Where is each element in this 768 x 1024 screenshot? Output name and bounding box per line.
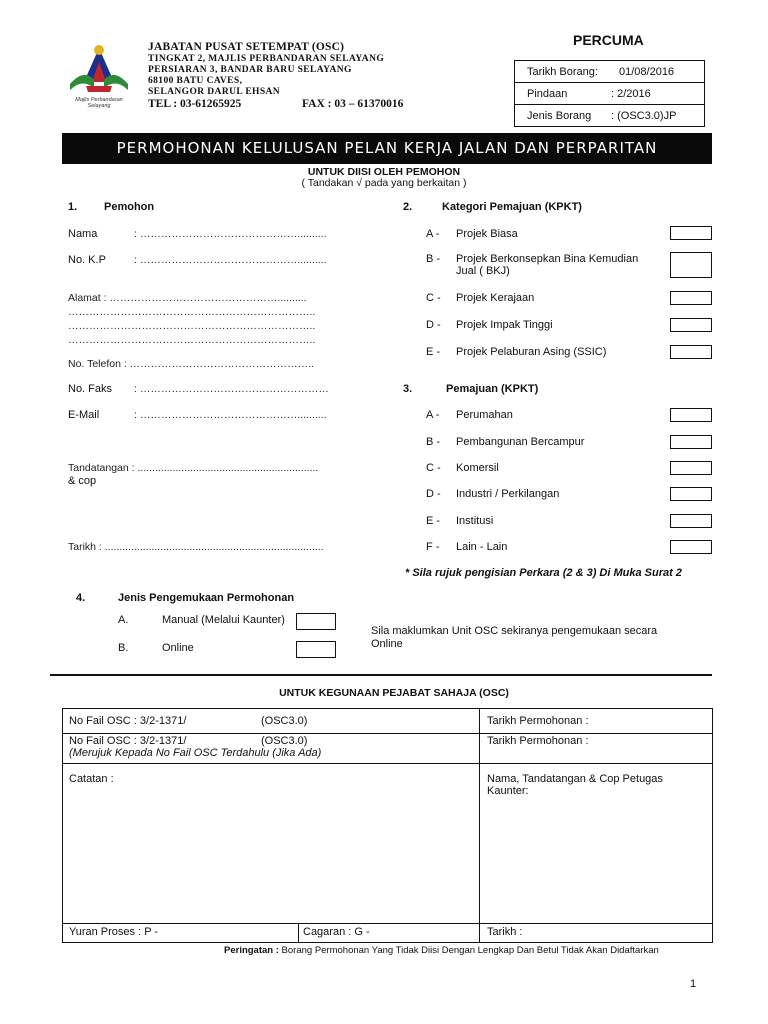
- section-3-number: 3.: [403, 383, 413, 395]
- kp-label: No. K.P: [68, 254, 106, 266]
- form-info-value: : 2/2016: [611, 88, 651, 100]
- form-info-value: : (OSC3.0)JP: [611, 110, 677, 122]
- title-bar: [62, 133, 712, 164]
- tarikh-permohonan-1: Tarikh Permohonan :: [487, 715, 589, 727]
- kategori-checkbox-e[interactable]: [670, 345, 712, 359]
- item-code: E -: [426, 515, 441, 527]
- warning-label: Peringatan :: [224, 945, 279, 956]
- fail-osc-2: No Fail OSC : 3/2-1371/: [69, 735, 187, 747]
- item-label: Projek Berkonsepkan Bina Kemudian: [456, 253, 639, 265]
- fail-osc-1-code: (OSC3.0): [261, 715, 308, 727]
- section-1-number: 1.: [68, 201, 78, 213]
- logo-caption: Majlis Perbandaran Selayang: [75, 97, 123, 109]
- form-info-table: [514, 60, 705, 127]
- office-tarikh-label: Tarikh :: [487, 926, 523, 938]
- warning: [224, 945, 659, 956]
- form-info-value: 01/08/2016: [619, 66, 675, 78]
- address-line-2: PERSIARAN 3, BANDAR BARU SELAYANG: [148, 65, 352, 75]
- item-code: A.: [118, 614, 129, 626]
- alamat-line-2[interactable]: ……………………………………………………………..: [68, 306, 316, 318]
- fax: FAX : 03 – 61370016: [302, 98, 404, 110]
- kategori-checkbox-c[interactable]: [670, 291, 712, 305]
- section-3-heading: Pemajuan (KPKT): [446, 383, 539, 395]
- online-checkbox[interactable]: [296, 641, 336, 658]
- alamat-line-4[interactable]: ……………………………………………………………..: [68, 334, 316, 346]
- pemajuan-checkbox-d[interactable]: [670, 487, 712, 501]
- section-2-number: 2.: [403, 201, 413, 213]
- form-info-row: [515, 105, 704, 127]
- catatan-label: Catatan :: [69, 773, 114, 785]
- tarikh-permohonan-2: Tarikh Permohonan :: [487, 735, 589, 747]
- section-4-number: 4.: [76, 592, 86, 604]
- crest-icon: [64, 38, 134, 94]
- alamat-line-3[interactable]: ……………………………………………………………..: [68, 320, 316, 332]
- tandatangan-field[interactable]: Tandatangan : ..............................................................: [68, 462, 319, 474]
- page-title: PERMOHONAN KELULUSAN PELAN KERJA JALAN DAN PERPARITAN: [116, 139, 658, 157]
- nama-field[interactable]: : ………………………………………..........: [134, 228, 327, 240]
- online-note-line-1: Sila maklumkan Unit OSC sekiranya pengemukaan secara: [371, 625, 658, 637]
- item-label: Lain - Lain: [456, 541, 508, 553]
- warning-text: Borang Permohonan Yang Tidak Diisi Dengan Lengkap Dan Betul Tidak Akan Didaftarkan: [281, 945, 659, 956]
- online-note-line-2: Online: [371, 638, 403, 650]
- item-code: B.: [118, 642, 129, 654]
- office-row-line: [63, 923, 712, 924]
- office-row-line: [63, 763, 712, 764]
- item-code: E -: [426, 346, 441, 358]
- item-label: Industri / Perkilangan: [456, 488, 560, 500]
- form-info-label: Tarikh Borang:: [527, 66, 598, 78]
- page-number: 1: [690, 978, 697, 990]
- item-label: Institusi: [456, 515, 494, 527]
- cagaran-label: Cagaran : G -: [303, 926, 370, 938]
- pemajuan-checkbox-a[interactable]: [670, 408, 712, 422]
- telefon-field[interactable]: No. Telefon : ……………………………………………..: [68, 358, 315, 370]
- office-col-line: [479, 709, 480, 942]
- email-field[interactable]: : ………………………………………..........: [134, 409, 327, 421]
- telephone: TEL : 03-61265925: [148, 98, 242, 110]
- address-line-1: TINGKAT 2, MAJLIS PERBANDARAN SELAYANG: [148, 54, 385, 64]
- reference-note: * Sila rujuk pengisian Perkara (2 & 3) Di Muka Surat 2: [405, 567, 682, 579]
- pemajuan-checkbox-b[interactable]: [670, 435, 712, 449]
- subtitle-note: ( Tandakan √ pada yang berkaitan ): [301, 177, 467, 189]
- office-row-line: [63, 733, 712, 734]
- address-line-3: 68100 BATU CAVES,: [148, 76, 243, 86]
- pemajuan-checkbox-f[interactable]: [670, 540, 712, 554]
- nama-label: Nama: [68, 228, 98, 240]
- kp-field[interactable]: : ………………………………………..........: [134, 254, 327, 266]
- kategori-checkbox-a[interactable]: [670, 226, 712, 240]
- item-label: Online: [162, 642, 194, 654]
- logo: [64, 38, 134, 109]
- item-code: C -: [426, 462, 441, 474]
- manual-checkbox[interactable]: [296, 613, 336, 630]
- org-name: JABATAN PUSAT SETEMPAT (OSC): [148, 41, 345, 53]
- item-label: Projek Kerajaan: [456, 292, 535, 304]
- percuma-label: PERCUMA: [573, 32, 644, 48]
- section-1-heading: Pemohon: [104, 201, 155, 213]
- office-col-line: [298, 923, 299, 943]
- item-code: A -: [426, 228, 440, 240]
- form-info-label: Pindaan: [527, 88, 568, 100]
- office-heading: UNTUK KEGUNAAN PEJABAT SAHAJA (OSC): [279, 687, 509, 699]
- faks-field[interactable]: : ………………………………………………: [134, 383, 329, 395]
- tarikh-field[interactable]: Tarikh : ...........................................................................: [68, 541, 324, 553]
- item-code: A -: [426, 409, 440, 421]
- petugas-label-line-2: Kaunter:: [487, 785, 529, 797]
- fail-osc-1: No Fail OSC : 3/2-1371/: [69, 715, 187, 727]
- item-label: Projek Impak Tinggi: [456, 319, 553, 331]
- subtitle: UNTUK DIISI OLEH PEMOHON: [307, 166, 461, 178]
- item-label: Komersil: [456, 462, 499, 474]
- form-info-row: [515, 61, 704, 83]
- kategori-checkbox-d[interactable]: [670, 318, 712, 332]
- item-label: Manual (Melalui Kaunter): [162, 614, 285, 626]
- pemajuan-checkbox-c[interactable]: [670, 461, 712, 475]
- form-info-label: Jenis Borang: [527, 110, 592, 122]
- section-4-heading: Jenis Pengemukaan Permohonan: [118, 592, 295, 604]
- section-2-heading: Kategori Pemajuan (KPKT): [442, 201, 582, 213]
- fail-osc-2-code: (OSC3.0): [261, 735, 308, 747]
- email-label: E-Mail: [68, 409, 100, 421]
- item-code: C -: [426, 292, 441, 304]
- fail-osc-2-note: (Merujuk Kepada No Fail OSC Terdahulu (Jika Ada): [69, 747, 322, 759]
- address-line-4: SELANGOR DARUL EHSAN: [148, 87, 281, 97]
- item-label-line-2: Jual ( BKJ): [456, 265, 510, 277]
- yuran-label: Yuran Proses : P -: [69, 926, 159, 938]
- item-label: Projek Pelaburan Asing (SSIC): [456, 346, 607, 358]
- item-code: D -: [426, 319, 441, 331]
- item-code: B -: [426, 253, 441, 265]
- cop-label: & cop: [68, 475, 97, 487]
- pemajuan-checkbox-e[interactable]: [670, 514, 712, 528]
- item-label: Perumahan: [456, 409, 513, 421]
- faks-label: No. Faks: [68, 383, 113, 395]
- item-label: Pembangunan Bercampur: [456, 436, 585, 448]
- kategori-checkbox-b[interactable]: [670, 252, 712, 278]
- item-code: F -: [426, 541, 440, 553]
- office-table: [62, 708, 713, 943]
- form-info-row: [515, 83, 704, 105]
- item-label: Projek Biasa: [456, 228, 518, 240]
- petugas-label-line-1: Nama, Tandatangan & Cop Petugas: [487, 773, 663, 785]
- item-code: D -: [426, 488, 441, 500]
- item-code: B -: [426, 436, 441, 448]
- divider: [50, 674, 712, 676]
- alamat-field[interactable]: Alamat : …………………………………………..........: [68, 292, 307, 304]
